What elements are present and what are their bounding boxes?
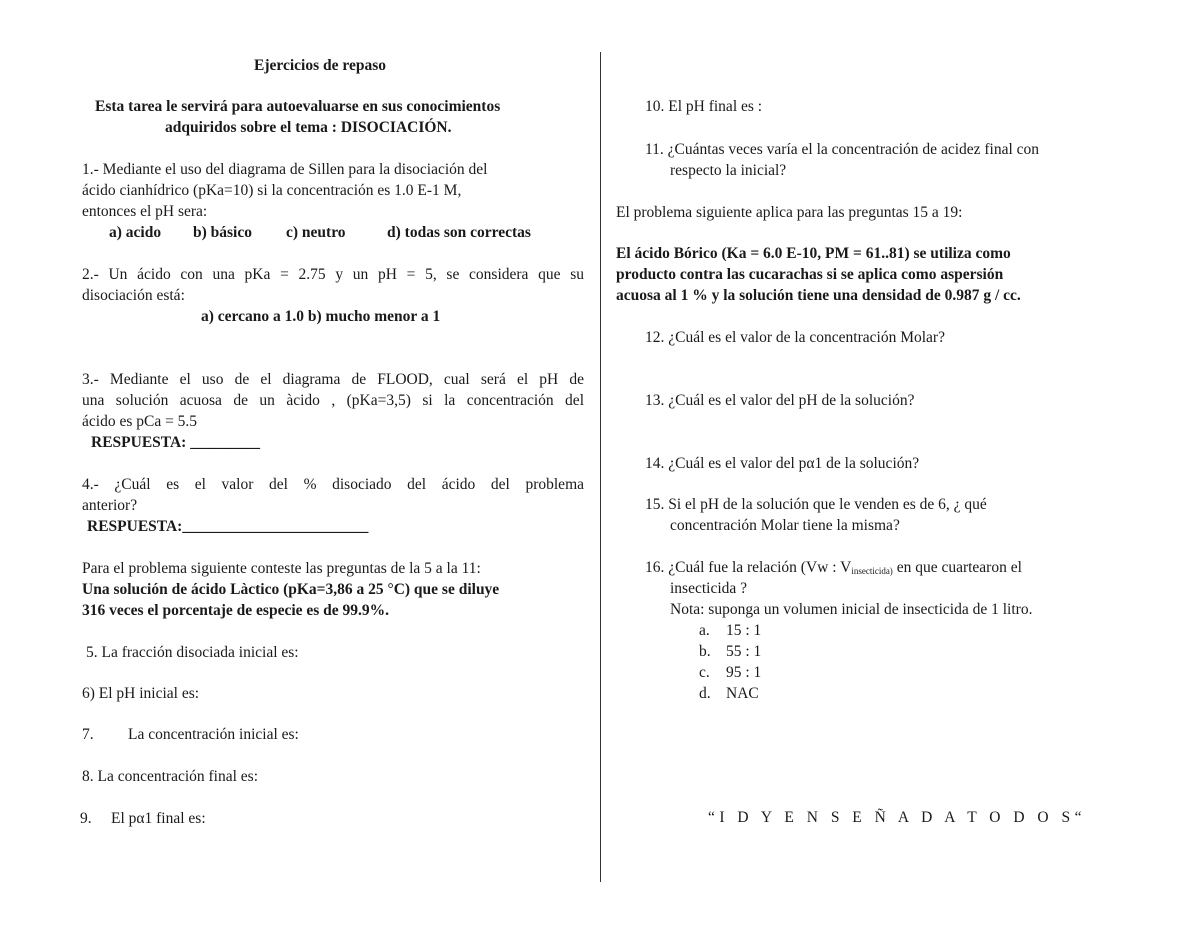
question-1-option-b: b) básico xyxy=(193,224,252,241)
question-13: 13. ¿Cuál es el valor del pH de la solución? xyxy=(645,392,915,409)
question-16-subscript: insecticida) xyxy=(851,566,893,576)
column-divider xyxy=(600,52,601,882)
question-9-number: 9. xyxy=(80,810,92,827)
question-16-text-b: en que cuartearon el xyxy=(892,559,1022,576)
question-12: 12. ¿Cuál es el valor de la concentración Molar? xyxy=(645,329,945,346)
question-2-options: a) cercano a 1.0 b) mucho menor a 1 xyxy=(201,308,441,325)
question-3-line-3: ácido es pCa = 5.5 xyxy=(82,413,198,430)
option-b-letter: b. xyxy=(699,643,711,660)
intro-line-2: adquiridos sobre el tema : DISOCIACIÓN. xyxy=(165,119,452,136)
intro-line-1: Esta tarea le servirá para autoevaluarse en sus conocimientos xyxy=(95,98,501,115)
question-1-line-2: ácido cianhídrico (pKa=10) si la concentración es 1.0 E-1 M, xyxy=(82,182,462,199)
question-11-line-1: 11. ¿Cuántas veces varía el la concentración de acidez final con xyxy=(645,141,1040,158)
question-1-option-d: d) todas son correctas xyxy=(387,224,531,241)
question-1-option-c: c) neutro xyxy=(286,224,346,241)
question-1-option-a: a) acido xyxy=(109,224,162,241)
question-6: 6) El pH inicial es: xyxy=(82,685,200,702)
question-4-answer: RESPUESTA:________________________ xyxy=(87,518,369,535)
problem-2-statement-line-3: acuosa al 1 % y la solución tiene una densidad de 0.987 g / cc. xyxy=(616,287,1021,304)
question-1-line-3: entonces el pH sera: xyxy=(82,203,208,220)
question-3-line-1: 3.- Mediante el uso de el diagrama de FLOOD, cual será el pH de xyxy=(82,371,584,388)
question-7-text: La concentración inicial es: xyxy=(128,726,299,743)
question-16-text-a: 16. ¿Cuál fue la relación (Vw : V xyxy=(645,559,852,576)
problem-2-statement-line-2: producto contra las cucarachas si se aplica como aspersión xyxy=(616,266,1004,283)
problem-2-statement-line-1: El ácido Bórico (Ka = 6.0 E-10, PM = 61..81) se utiliza como xyxy=(616,245,1011,262)
question-2-line-2: disociación está: xyxy=(82,287,185,304)
problem-1-intro: Para el problema siguiente conteste las preguntas de la 5 a la 11: xyxy=(82,560,481,577)
problem-2-intro: El problema siguiente aplica para las preguntas 15 a 19: xyxy=(616,204,963,221)
question-14: 14. ¿Cuál es el valor del pα1 de la solución? xyxy=(645,455,920,472)
question-8: 8. La concentración final es: xyxy=(82,768,259,785)
option-c-text: 95 : 1 xyxy=(726,664,762,681)
question-3-answer: RESPUESTA: _________ xyxy=(91,434,260,451)
question-15-line-2: concentración Molar tiene la misma? xyxy=(670,517,900,534)
question-2-line-1: 2.- Un ácido con una pKa = 2.75 y un pH = 5, se considera que su xyxy=(82,266,584,283)
question-16-note: Nota: suponga un volumen inicial de insecticida de 1 litro. xyxy=(670,601,1033,618)
option-d-letter: d. xyxy=(699,685,711,702)
question-3-line-2: una solución acuosa de un àcido , (pKa=3,5) si la concentración del xyxy=(82,392,584,409)
question-4-line-2: anterior? xyxy=(82,497,138,514)
page-title: Ejercicios de repaso xyxy=(254,57,387,74)
question-7-number: 7. xyxy=(82,726,94,743)
question-5: 5. La fracción disociada inicial es: xyxy=(86,644,299,661)
question-1-line-1: 1.- Mediante el uso del diagrama de Sillen para la disociación del xyxy=(82,161,488,178)
option-a-text: 15 : 1 xyxy=(726,622,762,639)
footer-motto: “I D Y E N S E Ñ A D A T O D O S“ xyxy=(708,809,1086,826)
problem-1-statement-line-1: Una solución de ácido Làctico (pKa=3,86 a 25 °C) que se diluye xyxy=(82,581,500,598)
question-10: 10. El pH final es : xyxy=(645,98,763,115)
option-b-text: 55 : 1 xyxy=(726,643,762,660)
question-9-text: El pα1 final es: xyxy=(111,810,206,827)
option-d-text: NAC xyxy=(726,685,759,702)
option-a-letter: a. xyxy=(699,622,710,639)
question-11-line-2: respecto la inicial? xyxy=(670,162,787,179)
question-16-line-2: insecticida ? xyxy=(670,580,748,597)
problem-1-statement-line-2: 316 veces el porcentaje de especie es de 99.9%. xyxy=(82,602,390,619)
question-15-line-1: 15. Si el pH de la solución que le venden es de 6, ¿ qué xyxy=(645,496,987,513)
option-c-letter: c. xyxy=(699,664,710,681)
question-4-line-1: 4.- ¿Cuál es el valor del % disociado del ácido del problema xyxy=(82,476,584,493)
